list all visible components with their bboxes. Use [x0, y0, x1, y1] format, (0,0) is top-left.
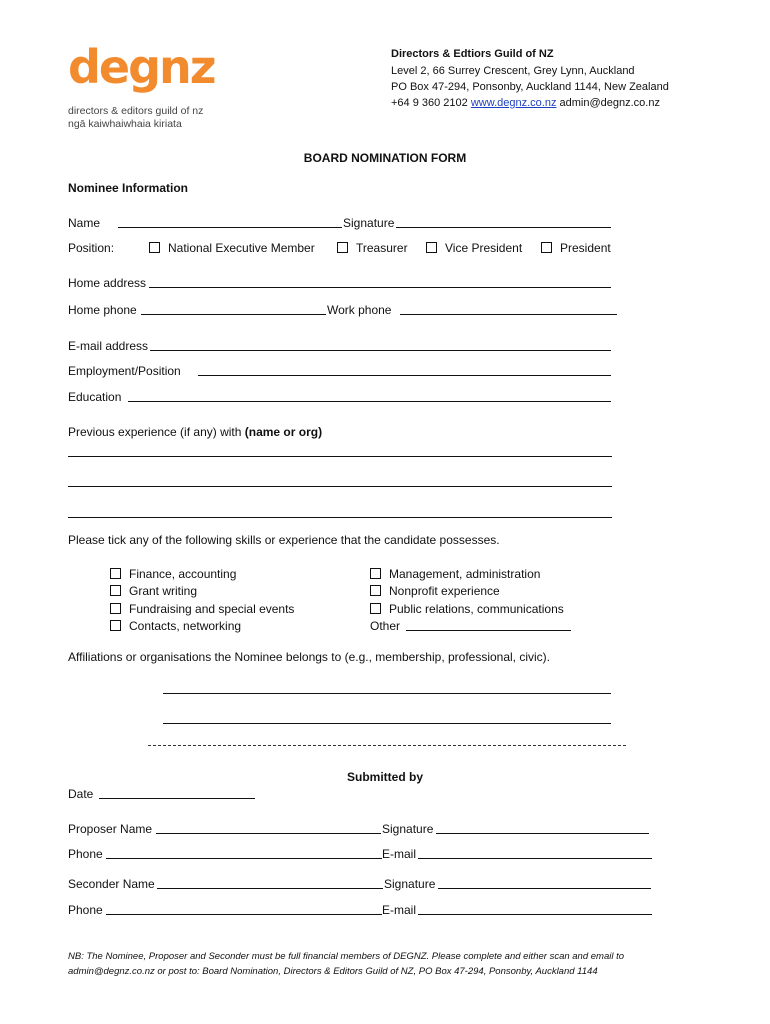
- skills-intro: Please tick any of the following skills or experience that the candidate possesses.: [68, 533, 500, 547]
- seconder-email-label: E-mail: [382, 903, 417, 917]
- proposer-name-label: Proposer Name: [68, 822, 153, 836]
- org-name: Directors & Edtiors Guild of NZ: [391, 48, 554, 60]
- education-label: Education: [68, 390, 122, 404]
- work-phone-field[interactable]: [400, 304, 617, 315]
- previous-experience-label: Previous experience (if any) with (name or org): [68, 425, 323, 439]
- checkbox[interactable]: [110, 620, 121, 631]
- other-skill-label: Other: [370, 619, 401, 633]
- contact-line: [391, 95, 660, 111]
- logo-tagline-2: ngā kaiwhaiwhaia kiriata: [68, 118, 182, 130]
- address-line-1: Level 2, 66 Surrey Crescent, Grey Lynn, Auckland: [391, 65, 635, 77]
- checkbox[interactable]: [370, 585, 381, 596]
- other-skill-field[interactable]: [406, 620, 571, 631]
- seconder-phone-field[interactable]: [106, 904, 382, 915]
- checkbox[interactable]: [337, 242, 348, 253]
- skill-grant-writing[interactable]: Grant writing: [110, 584, 197, 598]
- affiliations-label: Affiliations or organisations the Nominee belongs to (e.g., membership, professional, civic).: [68, 650, 551, 664]
- dashed-separator: [148, 745, 626, 746]
- proposer-phone-label: Phone: [68, 847, 103, 861]
- skill-nonprofit[interactable]: Nonprofit experience: [370, 584, 500, 598]
- checkbox[interactable]: [541, 242, 552, 253]
- employment-label: Employment/Position: [68, 364, 181, 378]
- phone-number: +64 9 360 2102: [391, 97, 468, 109]
- education-field[interactable]: [128, 391, 611, 402]
- position-option-vice-president[interactable]: Vice President: [426, 241, 522, 255]
- checkbox[interactable]: [370, 568, 381, 579]
- proposer-phone-field[interactable]: [106, 848, 382, 859]
- affiliations-line-2[interactable]: [163, 713, 611, 724]
- proposer-email-label: E-mail: [382, 847, 417, 861]
- footer-note-line-1: NB: The Nominee, Proposer and Seconder must be full financial members of DEGNZ. Please complete and either scan and email to: [68, 951, 625, 962]
- work-phone-label: Work phone: [327, 303, 392, 317]
- position-option-treasurer[interactable]: Treasurer: [337, 241, 408, 255]
- proposer-email-field[interactable]: [418, 848, 652, 859]
- home-address-field[interactable]: [149, 277, 611, 288]
- previous-experience-line-1[interactable]: [68, 446, 612, 457]
- position-option-national-exec[interactable]: National Executive Member: [149, 241, 315, 255]
- logo-tagline-1: directors & editors guild of nz: [68, 105, 204, 117]
- seconder-name-field[interactable]: [157, 878, 383, 889]
- proposer-name-field[interactable]: [156, 823, 381, 834]
- previous-experience-line-2[interactable]: [68, 476, 612, 487]
- email-label: E-mail address: [68, 339, 149, 353]
- seconder-signature-label: Signature: [384, 877, 436, 891]
- footer-note-line-2: admin@degnz.co.nz or post to: Board Nomination, Directors & Editors Guild of NZ, PO Box 47-294, Ponsonby, Auckland 1144: [68, 966, 598, 977]
- checkbox[interactable]: [426, 242, 437, 253]
- skill-fundraising[interactable]: Fundraising and special events: [110, 602, 294, 616]
- form-title: BOARD NOMINATION FORM: [303, 151, 467, 165]
- date-field[interactable]: [99, 788, 255, 799]
- email-field[interactable]: [150, 340, 611, 351]
- checkbox[interactable]: [110, 603, 121, 614]
- previous-experience-line-3[interactable]: [68, 507, 612, 518]
- employment-field[interactable]: [198, 365, 611, 376]
- checkbox[interactable]: [110, 585, 121, 596]
- home-phone-label: Home phone: [68, 303, 137, 317]
- skill-finance[interactable]: Finance, accounting: [110, 567, 236, 581]
- home-address-label: Home address: [68, 276, 147, 290]
- checkbox[interactable]: [149, 242, 160, 253]
- skill-public-relations[interactable]: Public relations, communications: [370, 602, 564, 616]
- position-option-president[interactable]: President: [541, 241, 611, 255]
- checkbox[interactable]: [110, 568, 121, 579]
- skill-contacts[interactable]: Contacts, networking: [110, 619, 241, 633]
- seconder-phone-label: Phone: [68, 903, 103, 917]
- proposer-signature-field[interactable]: [436, 823, 649, 834]
- name-label: Name: [68, 216, 101, 230]
- skill-management[interactable]: Management, administration: [370, 567, 540, 581]
- degnz-logo: degnz: [68, 40, 215, 94]
- admin-email: admin@degnz.co.nz: [559, 97, 660, 109]
- proposer-signature-label: Signature: [382, 822, 434, 836]
- affiliations-line-1[interactable]: [163, 683, 611, 694]
- seconder-signature-field[interactable]: [438, 878, 651, 889]
- position-label: Position:: [68, 241, 115, 255]
- signature-label: Signature: [343, 216, 395, 230]
- seconder-email-field[interactable]: [418, 904, 652, 915]
- website-link[interactable]: www.degnz.co.nz: [470, 97, 557, 109]
- signature-field[interactable]: [396, 217, 611, 228]
- checkbox[interactable]: [370, 603, 381, 614]
- name-field[interactable]: [118, 217, 342, 228]
- address-line-2: PO Box 47-294, Ponsonby, Auckland 1144, New Zealand: [391, 81, 669, 93]
- section-nominee-info: Nominee Information: [68, 181, 189, 195]
- date-label: Date: [68, 787, 94, 801]
- submitted-by-heading: Submitted by: [346, 770, 423, 784]
- home-phone-field[interactable]: [141, 304, 326, 315]
- seconder-name-label: Seconder Name: [68, 877, 155, 891]
